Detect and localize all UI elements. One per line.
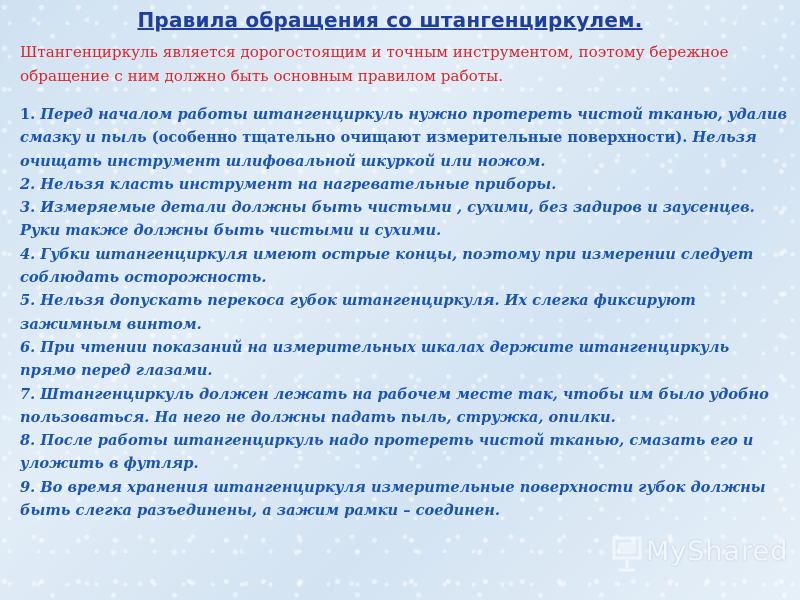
rule-number: 1. (20, 106, 36, 123)
rules-list (20, 103, 790, 522)
watermark-logo (608, 534, 789, 574)
rule-text: (особенно тщательно очищают измерительные поверхности). (146, 129, 693, 147)
rule-item (20, 196, 790, 243)
projector-screen-icon (608, 534, 648, 574)
rule-item (20, 476, 790, 523)
page-title: Правила обращения со штангенциркулем. (137, 8, 643, 32)
rule-item (20, 289, 790, 336)
rule-item (20, 173, 790, 196)
rule-text: После работы штангенциркуль надо протереть чистой тканью, смазать его и уложить в футляр. (20, 432, 754, 473)
rule-text: Штангенциркуль должен лежать на рабочем месте так, чтобы им было удобно пользоваться. На него не должны падать пыль, стружка, опилки. (20, 385, 769, 426)
rule-item (20, 429, 790, 476)
rule-item (20, 243, 790, 290)
rule-text: Нельзя класть инструмент на нагревательные приборы. (35, 175, 557, 193)
rule-item (20, 336, 790, 383)
rule-text: Измеряемые детали должны быть чистыми , сухими, без задиров и заусенцев. Руки также должны быть чистыми и сухими. (20, 199, 755, 240)
rule-number: 5. (20, 292, 36, 310)
rule-number: 6. (20, 338, 36, 356)
rule-number: 9. (20, 478, 36, 496)
rule-text: Нельзя допускать перекоса губок штангенциркуля. Их слегка фиксируют зажимным винтом. (20, 292, 696, 333)
rule-number: 7. (20, 385, 36, 403)
rule-number: 8. (20, 432, 36, 450)
rule-number: 3. (20, 199, 36, 217)
rule-text: Перед началом работы штангенциркуль нужно протереть чистой тканью, удалив смазку и пыль (20, 106, 788, 147)
rule-number: 2. (20, 175, 36, 193)
rule-text: Во время хранения штангенциркуля измерительные поверхности губок должны быть слегка разъединены, а зажим рамки – соединен. (20, 478, 766, 520)
rule-item (20, 383, 790, 430)
watermark-text: MyShared (646, 536, 789, 567)
rule-item (20, 103, 790, 173)
rule-text: При чтении показаний на измерительных шкалах держите штангенциркуль прямо перед глазами. (20, 338, 730, 380)
rule-number: 4. (20, 245, 36, 263)
rule-text: Губки штангенциркуля имеют острые концы, поэтому при измерении следует соблюдать осторожность. (20, 245, 754, 287)
rule-text: Нельзя очищать инструмент шлифовальной шкуркой или ножом. (20, 129, 757, 170)
intro-paragraph: Штангенциркуль является дорогостоящим и точным инструментом, поэтому бережное обращение с ним должно быть основным правилом работы. (20, 43, 729, 85)
